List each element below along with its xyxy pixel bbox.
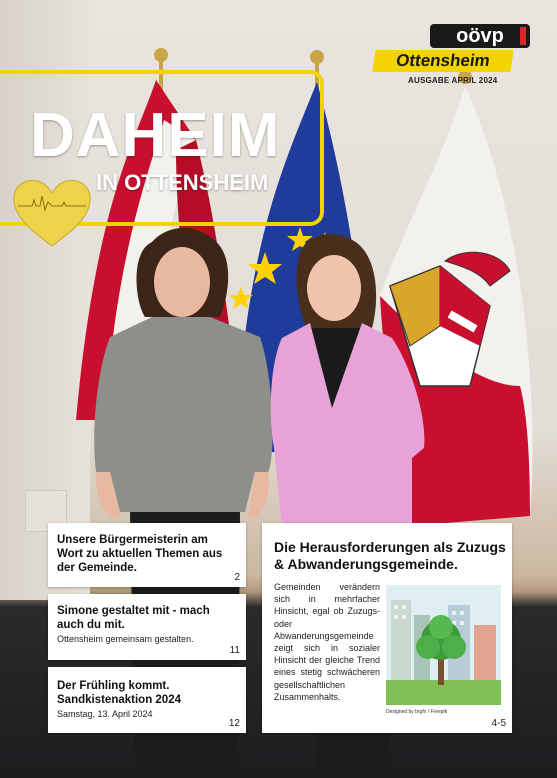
teaser-title: Der Frühling kommt. Sandkistenaktion 2024 — [57, 680, 181, 706]
cover-title: DAHEIM — [30, 101, 281, 170]
teaser-subtitle: Ottensheim gemeinsam gestalten. — [57, 634, 194, 644]
image-credit: Designed by brgfx / Freepik — [386, 709, 448, 715]
teaser-title: Simone gestaltet mit - mach auch du mit. — [57, 605, 210, 631]
party-logo: oövp — [430, 24, 530, 48]
teaser-subtitle: Samstag, 13. April 2024 — [57, 709, 153, 719]
page-number: 12 — [228, 718, 240, 729]
feature-body: Gemeinden verändern sich in mehrfacher Hinsicht, egal ob Zuzugs- oder Abwanderungsgemeinde zeigt sich in sozialer Hinsicht der gleiche Trend eines stetig schwächeren gesellschaftlichen Zusammenhalts. — [274, 582, 380, 702]
teaser-title: Unsere Bürgermeisterin am Wort zu aktuellen Themen aus der Gemeinde. — [57, 534, 223, 574]
page-number: 2 — [234, 572, 240, 583]
teaser-card[interactable] — [48, 667, 246, 733]
issue-label: AUSGABE APRIL 2024 — [408, 76, 498, 85]
heart-icon — [12, 176, 92, 248]
page-number: 4-5 — [491, 718, 506, 729]
place-logo: Ottensheim — [372, 50, 513, 72]
city-tree-illustration — [386, 585, 501, 705]
feature-card[interactable] — [262, 523, 512, 733]
feature-title: Die Herausforderungen als Zuzugs & Abwanderungsgemeinde. — [274, 539, 506, 572]
teaser-card[interactable] — [48, 594, 246, 660]
cover-subtitle: IN OTTENSHEIM — [96, 170, 269, 195]
page-number: 11 — [229, 645, 240, 656]
teaser-card[interactable] — [48, 523, 246, 587]
